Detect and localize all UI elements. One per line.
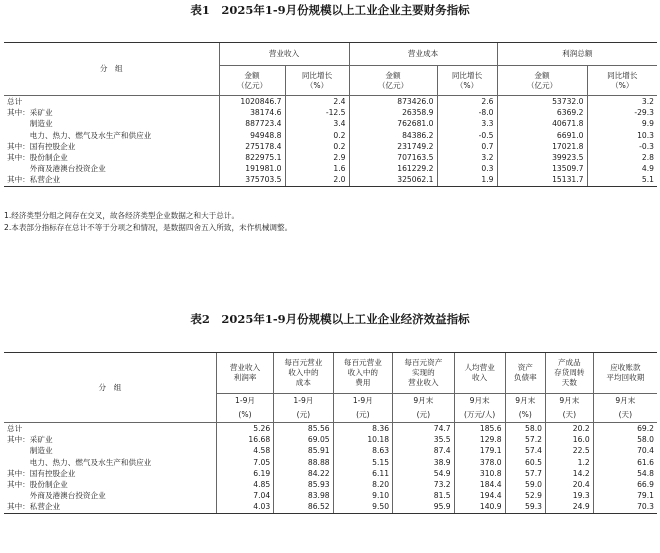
table2-unit: (万元/人) (454, 408, 505, 423)
table2-period: 1-9月 (216, 394, 273, 409)
table2-cell: 73.2 (393, 479, 455, 490)
table2-cell: 5.26 (216, 423, 273, 435)
table2-cell: 4.85 (216, 479, 273, 490)
table2-period: 9月末 (545, 394, 593, 409)
table2-cell: 57.2 (505, 434, 545, 445)
table1-cell: -12.5 (285, 107, 349, 118)
table1-cell: 1020846.7 (219, 96, 285, 108)
table1-row-label: 其中：采矿业 (7, 108, 53, 118)
table1-row (4, 152, 657, 163)
table1-cell: 26358.9 (349, 107, 437, 118)
table2-cell: 69.05 (274, 434, 333, 445)
table2-cell: 22.5 (545, 445, 593, 456)
table1-amount-header: 金额 （亿元） (349, 66, 437, 96)
table1-row-label: 其中：私营企业 (4, 174, 219, 186)
table1-cell: 887723.4 (219, 118, 285, 129)
table2-cell: 66.9 (593, 479, 657, 490)
table1-cell: 94948.8 (219, 130, 285, 141)
table2-cell: 54.8 (593, 468, 657, 479)
table2-col-header: 人均营业 收入 (454, 353, 505, 394)
table1-row-label: 制造业 (7, 119, 53, 129)
table1-cell: 0.2 (285, 141, 349, 152)
table2-cell: 4.03 (216, 501, 273, 513)
table2-cell: 8.20 (333, 479, 392, 490)
table1-cell: 231749.2 (349, 141, 437, 152)
table1-cell: 0.2 (285, 130, 349, 141)
table2-cell: 54.9 (393, 468, 455, 479)
table2-cell: 57.7 (505, 468, 545, 479)
table1-row (4, 174, 657, 186)
table1-cell: 6369.2 (497, 107, 587, 118)
table2-period: 1-9月 (274, 394, 333, 409)
table1-cell: -29.3 (587, 107, 657, 118)
table1-colgroup-revenue: 营业收入 (219, 43, 349, 66)
table1-cell: 873426.0 (349, 96, 437, 108)
table2-period: 9月末 (454, 394, 505, 409)
table1-cell: 2.4 (285, 96, 349, 108)
table2-period: 1-9月 (333, 394, 392, 409)
table2-cell: 74.7 (393, 423, 455, 435)
table2-cell: 83.98 (274, 490, 333, 501)
table2-row (4, 445, 657, 456)
table1-cell: 53732.0 (497, 96, 587, 108)
table2-cell: 88.88 (274, 457, 333, 468)
table2-cell: 14.2 (545, 468, 593, 479)
table1-cell: 822975.1 (219, 152, 285, 163)
table2-cell: 85.91 (274, 445, 333, 456)
table1-cell: 2.0 (285, 174, 349, 186)
table1-row (4, 96, 657, 108)
table2-period: 9月末 (505, 394, 545, 409)
table1-cell: 3.2 (587, 96, 657, 108)
table2-col-header: 资产 负债率 (505, 353, 545, 394)
table2-cell: 20.4 (545, 479, 593, 490)
table1-cell: -0.5 (437, 130, 497, 141)
table2-cell: 70.4 (593, 445, 657, 456)
table2-row (4, 434, 657, 445)
table1-cell: 39923.5 (497, 152, 587, 163)
table2-cell: 6.19 (216, 468, 273, 479)
table1-cell: 2.8 (587, 152, 657, 163)
table2-cell: 81.5 (393, 490, 455, 501)
table2-cell: 58.0 (593, 434, 657, 445)
table2-row-label: 其中：股份制企业 (7, 480, 68, 490)
table2-unit: (元) (274, 408, 333, 423)
table2-col-header: 产成品 存货周转 天数 (545, 353, 593, 394)
table2-cell: 38.9 (393, 457, 455, 468)
table1-cell: 15131.7 (497, 174, 587, 186)
table2-row-label: 其中：采矿业 (7, 435, 53, 445)
table2-row (4, 501, 657, 513)
table1-cell: 275178.4 (219, 141, 285, 152)
table2-unit: (元) (393, 408, 455, 423)
table2-unit: (%) (216, 408, 273, 423)
table1-row (4, 163, 657, 174)
table1-cell: 191981.0 (219, 163, 285, 174)
table1-amount-header: 金额 （亿元） (219, 66, 285, 96)
table1-cell: 10.3 (587, 130, 657, 141)
table1-cell: 9.9 (587, 118, 657, 129)
table2-row-label: 外商及港澳台投资企业 (7, 491, 106, 501)
table1-cell: 40671.8 (497, 118, 587, 129)
table1-cell: 1.6 (285, 163, 349, 174)
table2-cell: 1.2 (545, 457, 593, 468)
table2-cell: 184.4 (454, 479, 505, 490)
table2-cell: 129.8 (454, 434, 505, 445)
table2-cell: 310.8 (454, 468, 505, 479)
table2-row-label: 其中：私营企业 (4, 501, 216, 513)
table1-row (4, 107, 657, 118)
table2-group-header: 分 组 (4, 353, 216, 423)
table2-cell: 6.11 (333, 468, 392, 479)
table2-cell: 70.3 (593, 501, 657, 513)
table2-row-label: 总计 (7, 424, 23, 433)
table2-cell: 185.6 (454, 423, 505, 435)
table2-cell: 9.10 (333, 490, 392, 501)
table2-row-label: 电力、热力、燃气及水生产和供应业 (7, 457, 152, 467)
table2-row (4, 423, 657, 435)
table2-row (4, 457, 657, 468)
table2-cell: 84.22 (274, 468, 333, 479)
table2-title: 表2 2025年1-9月份规模以上工业企业经济效益指标 (190, 312, 470, 326)
table1-cell: 2.6 (437, 96, 497, 108)
table2-cell: 5.15 (333, 457, 392, 468)
table1-cell: 0.7 (437, 141, 497, 152)
table1-growth-header: 同比增长 （%） (587, 66, 657, 96)
table2-cell: 87.4 (393, 445, 455, 456)
table1-row-label: 电力、热力、燃气及水生产和供应业 (7, 130, 152, 140)
table2-cell: 95.9 (393, 501, 455, 513)
table1-growth-header: 同比增长 （%） (285, 66, 349, 96)
table1-row (4, 141, 657, 152)
table1-cell: 84386.2 (349, 130, 437, 141)
table2-unit: (%) (505, 408, 545, 423)
table1-amount-header: 金额 （亿元） (497, 66, 587, 96)
table2-cell: 179.1 (454, 445, 505, 456)
table1-row-label: 其中：股份制企业 (7, 153, 68, 163)
table1-title: 表1 2025年1-9月份规模以上工业企业主要财务指标 (190, 3, 470, 17)
table2-cell: 60.5 (505, 457, 545, 468)
table2-unit: (天) (545, 408, 593, 423)
table2-row-label: 其中：国有控股企业 (7, 468, 76, 478)
table2-cell: 52.9 (505, 490, 545, 501)
table1-cell: 762681.0 (349, 118, 437, 129)
table2-cell: 10.18 (333, 434, 392, 445)
table2-row (4, 490, 657, 501)
table2-cell: 140.9 (454, 501, 505, 513)
table1 (4, 42, 657, 187)
table2-row (4, 479, 657, 490)
table1-cell: 3.4 (285, 118, 349, 129)
table2-cell: 20.2 (545, 423, 593, 435)
table1-row-label: 外商及港澳台投资企业 (7, 164, 106, 174)
table2-cell: 7.05 (216, 457, 273, 468)
table2-period: 9月末 (393, 394, 455, 409)
table2-unit: (元) (333, 408, 392, 423)
table2-cell: 35.5 (393, 434, 455, 445)
table2-cell: 8.63 (333, 445, 392, 456)
table1-cell: 17021.8 (497, 141, 587, 152)
table1-cell: 38174.6 (219, 107, 285, 118)
table2-cell: 59.3 (505, 501, 545, 513)
table2-cell: 85.56 (274, 423, 333, 435)
table2-col-header: 每百元资产 实现的 营业收入 (393, 353, 455, 394)
table2-cell: 9.50 (333, 501, 392, 513)
table1-cell: 13509.7 (497, 163, 587, 174)
table1-notes (4, 210, 292, 234)
table1-colgroup-cost: 营业成本 (349, 43, 497, 66)
table2-cell: 61.6 (593, 457, 657, 468)
table2-unit: (天) (593, 408, 657, 423)
table2-col-header: 营业收入 利润率 (216, 353, 273, 394)
table2-cell: 86.52 (274, 501, 333, 513)
table1-colgroup-profit: 利润总额 (497, 43, 657, 66)
table2-cell: 85.93 (274, 479, 333, 490)
table2-cell: 16.68 (216, 434, 273, 445)
table2-cell: 16.0 (545, 434, 593, 445)
table1-group-header: 分 组 (4, 43, 219, 96)
table2-cell: 4.58 (216, 445, 273, 456)
table2-cell: 59.0 (505, 479, 545, 490)
table2-cell: 7.04 (216, 490, 273, 501)
table1-cell: 325062.1 (349, 174, 437, 186)
table1-cell: 1.9 (437, 174, 497, 186)
table1-note: 2.本表部分指标存在总计不等于分项之和情况，是数据四舍五入所致，未作机械调整。 (4, 223, 293, 232)
table2-cell: 24.9 (545, 501, 593, 513)
table2-cell: 194.4 (454, 490, 505, 501)
table2-cell: 79.1 (593, 490, 657, 501)
table1-row (4, 130, 657, 141)
table2-row-label: 制造业 (7, 446, 53, 456)
table2 (4, 352, 657, 514)
table1-cell: 161229.2 (349, 163, 437, 174)
table2-cell: 8.36 (333, 423, 392, 435)
table2-cell: 69.2 (593, 423, 657, 435)
table2-row (4, 468, 657, 479)
table2-col-header: 每百元营业 收入中的 费用 (333, 353, 392, 394)
table1-cell: 3.3 (437, 118, 497, 129)
table1-growth-header: 同比增长 （%） (437, 66, 497, 96)
table1-row-label: 总计 (7, 97, 23, 106)
table2-cell: 19.3 (545, 490, 593, 501)
table1-cell: 3.2 (437, 152, 497, 163)
table1-cell: 375703.5 (219, 174, 285, 186)
table1-cell: 5.1 (587, 174, 657, 186)
table1-cell: 707163.5 (349, 152, 437, 163)
table2-col-header: 每百元营业 收入中的 成本 (274, 353, 333, 394)
table1-cell: 6691.0 (497, 130, 587, 141)
table2-col-header: 应收账款 平均回收期 (593, 353, 657, 394)
table1-row-label: 其中：国有控股企业 (7, 141, 76, 151)
table1-cell: 4.9 (587, 163, 657, 174)
table2-cell: 57.4 (505, 445, 545, 456)
table1-row (4, 118, 657, 129)
table1-note: 1.经济类型分组之间存在交叉，故各经济类型企业数据之和大于总计。 (4, 211, 240, 220)
table2-period: 9月末 (593, 394, 657, 409)
table2-cell: 58.0 (505, 423, 545, 435)
table2-cell: 378.0 (454, 457, 505, 468)
table1-cell: -8.0 (437, 107, 497, 118)
table1-cell: -0.3 (587, 141, 657, 152)
table1-cell: 2.9 (285, 152, 349, 163)
table1-cell: 0.3 (437, 163, 497, 174)
